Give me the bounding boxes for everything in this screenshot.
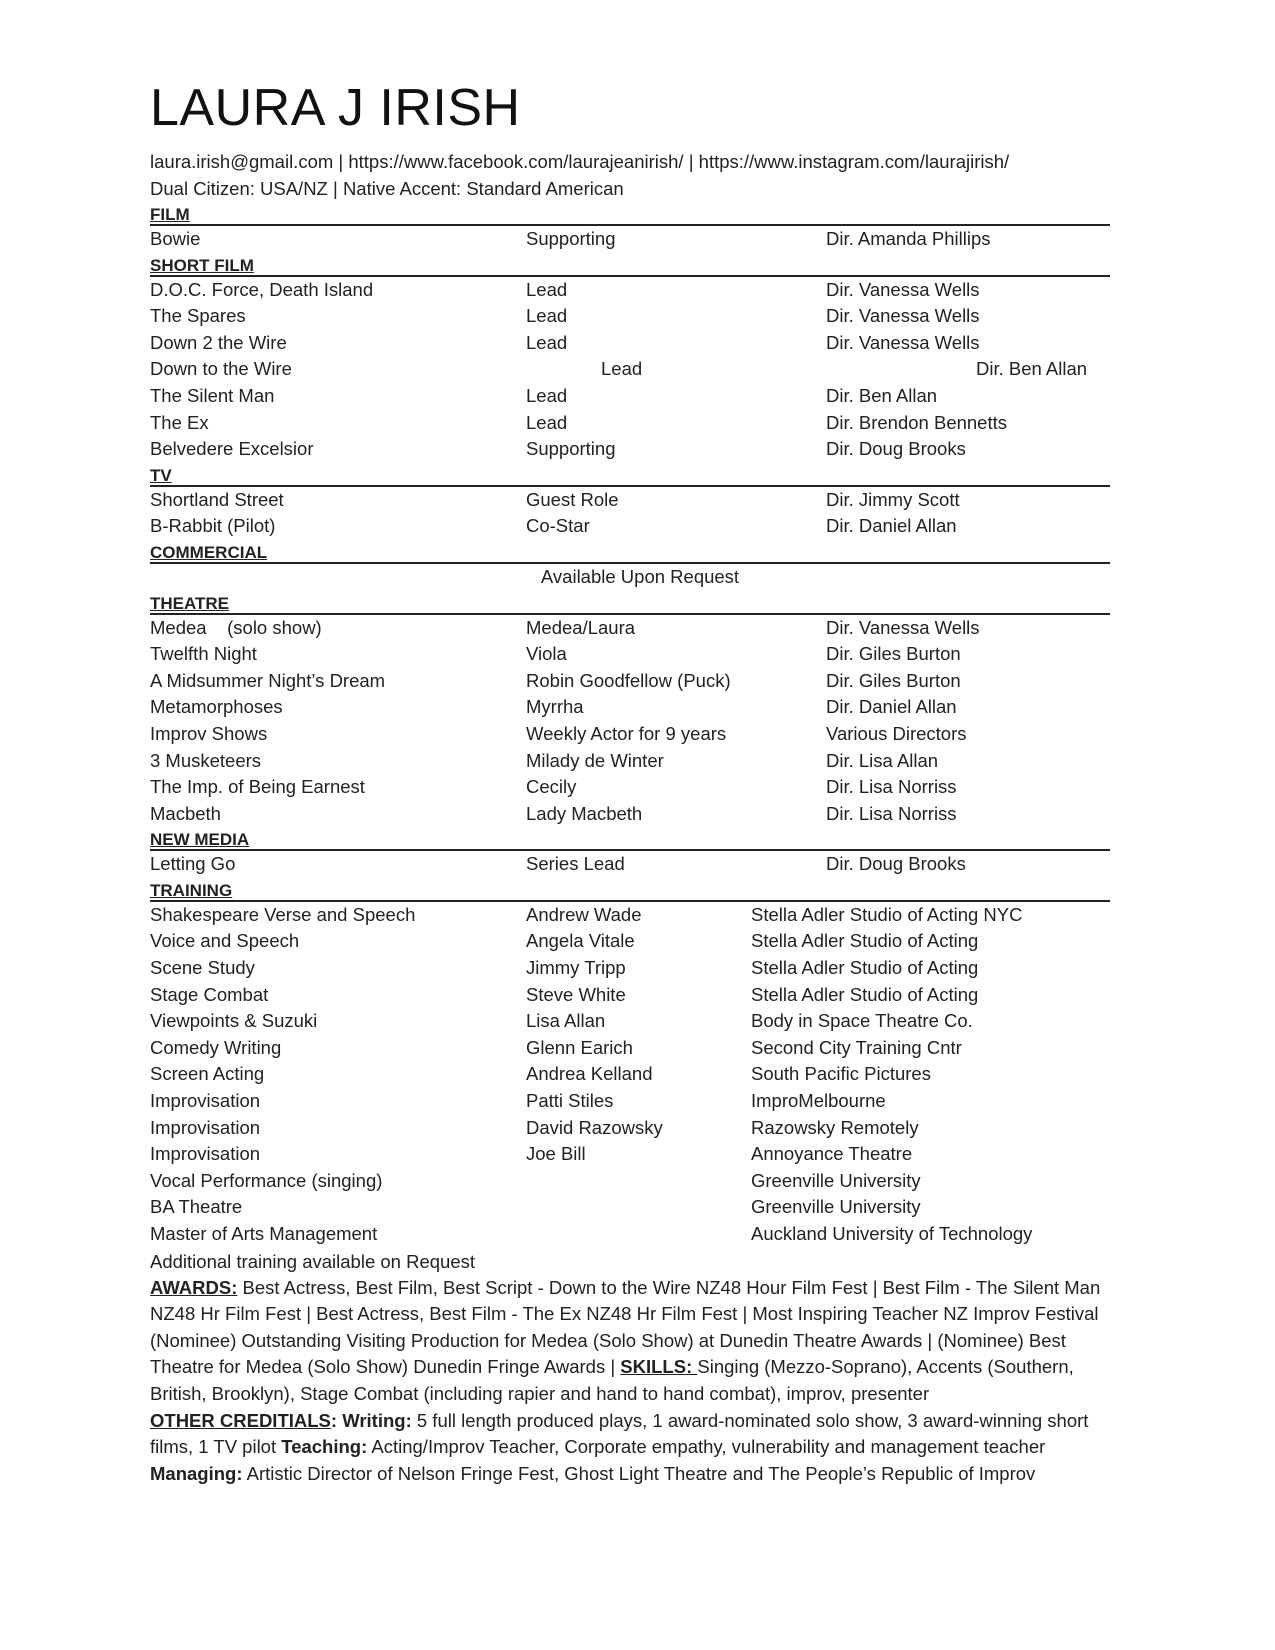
credit-role: Lady Macbeth: [526, 802, 643, 824]
credit-title: Letting Go: [150, 853, 236, 875]
credit-director: Dir. Doug Brooks: [826, 438, 966, 460]
credit-title: The Spares: [150, 305, 246, 327]
credit-role: Series Lead: [526, 853, 625, 875]
additional-training-note: Additional training available on Request: [150, 1250, 475, 1272]
commercial-note: Available Upon Request: [540, 565, 740, 587]
training-teacher: Andrew Wade: [526, 903, 642, 925]
training-school: Auckland University of Technology: [751, 1223, 1033, 1244]
credit-director: Dir. Vanessa Wells: [826, 331, 980, 353]
credit-role: Lead: [601, 358, 643, 380]
credit-director: Dir. Vanessa Wells: [826, 305, 980, 327]
training-subject: Viewpoints & Suzuki: [150, 1010, 318, 1032]
training-teacher: Andrea Kelland: [526, 1063, 653, 1085]
awards-label: AWARDS:: [150, 1276, 238, 1298]
credit-row: [150, 277, 1150, 304]
training-subject: Scene Study: [150, 957, 255, 979]
writing-label: Writing:: [337, 1409, 412, 1431]
training-row: [150, 1194, 1150, 1221]
credit-director: Dir. Daniel Allan: [826, 696, 957, 718]
credit-director: Dir. Lisa Norriss: [826, 776, 957, 798]
training-school: Greenville University: [751, 1196, 921, 1218]
credit-director: Dir. Jimmy Scott: [826, 488, 960, 510]
contact-line: laura.irish@gmail.com | https://www.facebook.com/laurajeanirish/ | https://www.instagram.com/laurajirish/: [150, 151, 1010, 172]
credit-director: Dir. Daniel Allan: [826, 515, 957, 537]
other-credentials-paragraph: [150, 1408, 1130, 1488]
teaching-label: Teaching:: [281, 1436, 368, 1458]
credit-director: Dir. Doug Brooks: [826, 853, 966, 875]
credit-title: Belvedere Excelsior: [150, 438, 314, 460]
training-row: [150, 1061, 1150, 1088]
credit-row: [150, 615, 1150, 642]
credit-title: Shortland Street: [150, 488, 284, 510]
training-teacher: Jimmy Tripp: [526, 957, 626, 979]
training-subject: Vocal Performance (singing): [150, 1169, 383, 1191]
training-subject: Improvisation: [150, 1090, 261, 1112]
credit-director: Dir. Vanessa Wells: [826, 616, 980, 638]
training-subject: Screen Acting: [150, 1063, 265, 1085]
credit-director: Dir. Ben Allan: [976, 358, 1088, 380]
training-school: Greenville University: [751, 1169, 921, 1191]
managing-label: Managing:: [150, 1462, 243, 1484]
training-school: Stella Adler Studio of Acting: [751, 957, 979, 979]
credit-director: Dir. Giles Burton: [826, 643, 961, 665]
credit-title: The Silent Man: [150, 384, 275, 406]
credit-director: Dir. Brendon Bennetts: [826, 411, 1007, 433]
training-row: [150, 1088, 1150, 1115]
credit-role: Weekly Actor for 9 years: [526, 722, 727, 744]
training-school: Stella Adler Studio of Acting: [751, 930, 979, 952]
training-subject: Comedy Writing: [150, 1036, 282, 1058]
training-subject: Master of Arts Management: [150, 1223, 378, 1244]
section-heading-tv: TV: [150, 463, 1110, 487]
credit-role: Lead: [526, 305, 568, 327]
credit-title: The Imp. of Being Earnest: [150, 776, 365, 798]
credit-row: [150, 748, 1150, 775]
training-row: [150, 955, 1150, 982]
credit-row: [150, 226, 1150, 253]
credit-row: [150, 487, 1150, 514]
credit-title: Twelfth Night: [150, 643, 257, 665]
resume-page: [150, 78, 1150, 1487]
credit-role: Viola: [526, 643, 567, 665]
training-teacher: [526, 1168, 751, 1195]
credit-role: Lead: [526, 411, 568, 433]
training-subject: Voice and Speech: [150, 930, 300, 952]
teaching-text: Acting/Improv Teacher, Corporate empathy, vulnerability and management teacher: [367, 1436, 1046, 1458]
training-subject: Improvisation: [150, 1143, 261, 1165]
credit-row: [150, 694, 1150, 721]
credit-title: A Midsummer Night’s Dream: [150, 669, 386, 691]
section-heading-film: FILM: [150, 202, 1110, 226]
credit-director: Dir. Giles Burton: [826, 669, 961, 691]
credit-row: [150, 436, 1150, 463]
training-teacher: Glenn Earich: [526, 1036, 633, 1058]
credit-title: B-Rabbit (Pilot): [150, 515, 276, 537]
credit-director: Dir. Lisa Allan: [826, 749, 939, 771]
credit-row: [150, 641, 1150, 668]
training-row: [150, 1115, 1150, 1142]
section-heading-short-film: SHORT FILM: [150, 253, 1110, 277]
credit-role: Co-Star: [526, 515, 590, 537]
other-credentials-label: OTHER CREDITIALS: [150, 1409, 331, 1431]
credit-title: Medea (solo show): [150, 616, 322, 638]
credit-role: Milady de Winter: [526, 749, 664, 771]
credit-row: [150, 330, 1150, 357]
credit-role: Supporting: [526, 438, 616, 460]
credit-row: [150, 513, 1150, 540]
training-subject: BA Theatre: [150, 1196, 243, 1218]
training-subject: Improvisation: [150, 1116, 261, 1138]
training-row: [150, 1141, 1150, 1168]
awards-paragraph: [150, 1275, 1130, 1408]
credit-role: Lead: [526, 278, 568, 300]
training-row: [150, 1168, 1150, 1195]
training-teacher: David Razowsky: [526, 1116, 663, 1138]
training-teacher: Joe Bill: [526, 1143, 586, 1165]
training-teacher: Angela Vitale: [526, 930, 635, 952]
training-row: [150, 902, 1150, 929]
credit-row: [150, 668, 1150, 695]
credit-row: [150, 801, 1150, 828]
skills-text: Singing (Mezzo-Soprano), Accents (Southern, British, Brooklyn), Stage Combat (including rapier and hand to hand combat), improv, presenter: [150, 1356, 1074, 1404]
resume-name: LAURA J IRISH: [150, 79, 521, 137]
credit-title: Bowie: [150, 228, 201, 249]
credit-role: Medea/Laura: [526, 616, 636, 638]
credit-director: Dir. Ben Allan: [826, 384, 938, 406]
credit-row: [150, 303, 1150, 330]
credit-role: Lead: [526, 384, 568, 406]
training-teacher: [526, 1221, 751, 1248]
training-row: [150, 1008, 1150, 1035]
training-row: [150, 1035, 1150, 1062]
skills-label: SKILLS:: [620, 1356, 698, 1378]
credit-title: Down to the Wire: [150, 358, 292, 380]
credit-row: [150, 721, 1150, 748]
writing-text: 5 full length produced plays, 1 award-nominated solo show, 3 award-winning short films, 1 TV pilot: [150, 1409, 1089, 1458]
credit-title: 3 Musketeers: [150, 749, 262, 771]
credit-title: Macbeth: [150, 802, 221, 824]
training-school: Body in Space Theatre Co.: [751, 1010, 973, 1032]
credit-title: The Ex: [150, 411, 209, 433]
section-heading-new-media: NEW MEDIA: [150, 827, 1110, 851]
credit-director: Dir. Vanessa Wells: [826, 278, 980, 300]
credit-row: [150, 356, 1150, 383]
credit-title: Improv Shows: [150, 722, 268, 744]
citizenship-line: Dual Citizen: USA/NZ | Native Accent: Standard American: [150, 178, 624, 199]
training-teacher: Steve White: [526, 983, 626, 1005]
training-row: [150, 1221, 1150, 1248]
credit-director: Various Directors: [826, 722, 967, 744]
credit-row: [150, 383, 1150, 410]
credit-row: [150, 851, 1150, 878]
credit-director: Dir. Amanda Phillips: [826, 228, 991, 249]
training-teacher: [526, 1194, 751, 1221]
managing-text: Artistic Director of Nelson Fringe Fest, Ghost Light Theatre and The People’s Republic of Improv: [242, 1462, 1036, 1484]
other-credentials-colon: :: [330, 1409, 338, 1431]
credit-title: Down 2 the Wire: [150, 331, 287, 353]
training-row: [150, 928, 1150, 955]
section-heading-theatre: THEATRE: [150, 591, 1110, 615]
training-teacher: Lisa Allan: [526, 1010, 606, 1032]
credit-role: Robin Goodfellow (Puck): [526, 669, 731, 691]
training-school: Stella Adler Studio of Acting: [751, 983, 979, 1005]
credit-role: Myrrha: [526, 696, 584, 718]
training-subject: Shakespeare Verse and Speech: [150, 903, 416, 925]
credit-role: Guest Role: [526, 488, 619, 510]
training-school: South Pacific Pictures: [751, 1063, 931, 1085]
training-school: Second City Training Cntr: [751, 1036, 962, 1058]
section-heading-training: TRAINING: [150, 878, 1110, 902]
section-heading-commercial: COMMERCIAL: [150, 540, 1110, 564]
credit-row: [150, 410, 1150, 437]
credit-director: Dir. Lisa Norriss: [826, 802, 957, 824]
credit-title: Metamorphoses: [150, 696, 283, 718]
training-school: Razowsky Remotely: [751, 1116, 919, 1138]
credit-row: [150, 774, 1150, 801]
training-school: ImproMelbourne: [751, 1090, 886, 1112]
training-school: Annoyance Theatre: [751, 1143, 913, 1165]
training-subject: Stage Combat: [150, 983, 269, 1005]
training-school: Stella Adler Studio of Acting NYC: [751, 903, 1023, 925]
credit-role: Cecily: [526, 776, 577, 798]
credit-role: Lead: [526, 331, 568, 353]
training-teacher: Patti Stiles: [526, 1090, 614, 1112]
credit-title: D.O.C. Force, Death Island: [150, 278, 374, 300]
training-row: [150, 982, 1150, 1009]
awards-text: Best Actress, Best Film, Best Script - Down to the Wire NZ48 Hour Film Fest | Best Film - The Silent Man NZ48 Hr Film Fest | Best Actress, Best Film - The Ex NZ48 Hr Film Fest | Most Inspiring Teacher NZ Improv Festival (Nominee) Outstanding Visiting Production for Medea (Solo Show) at Dunedin Theatre Awards | (Nominee) Best Theatre for Medea (Solo Show) Dunedin Fringe Awards |: [150, 1276, 1101, 1378]
credit-role: Supporting: [526, 228, 616, 249]
